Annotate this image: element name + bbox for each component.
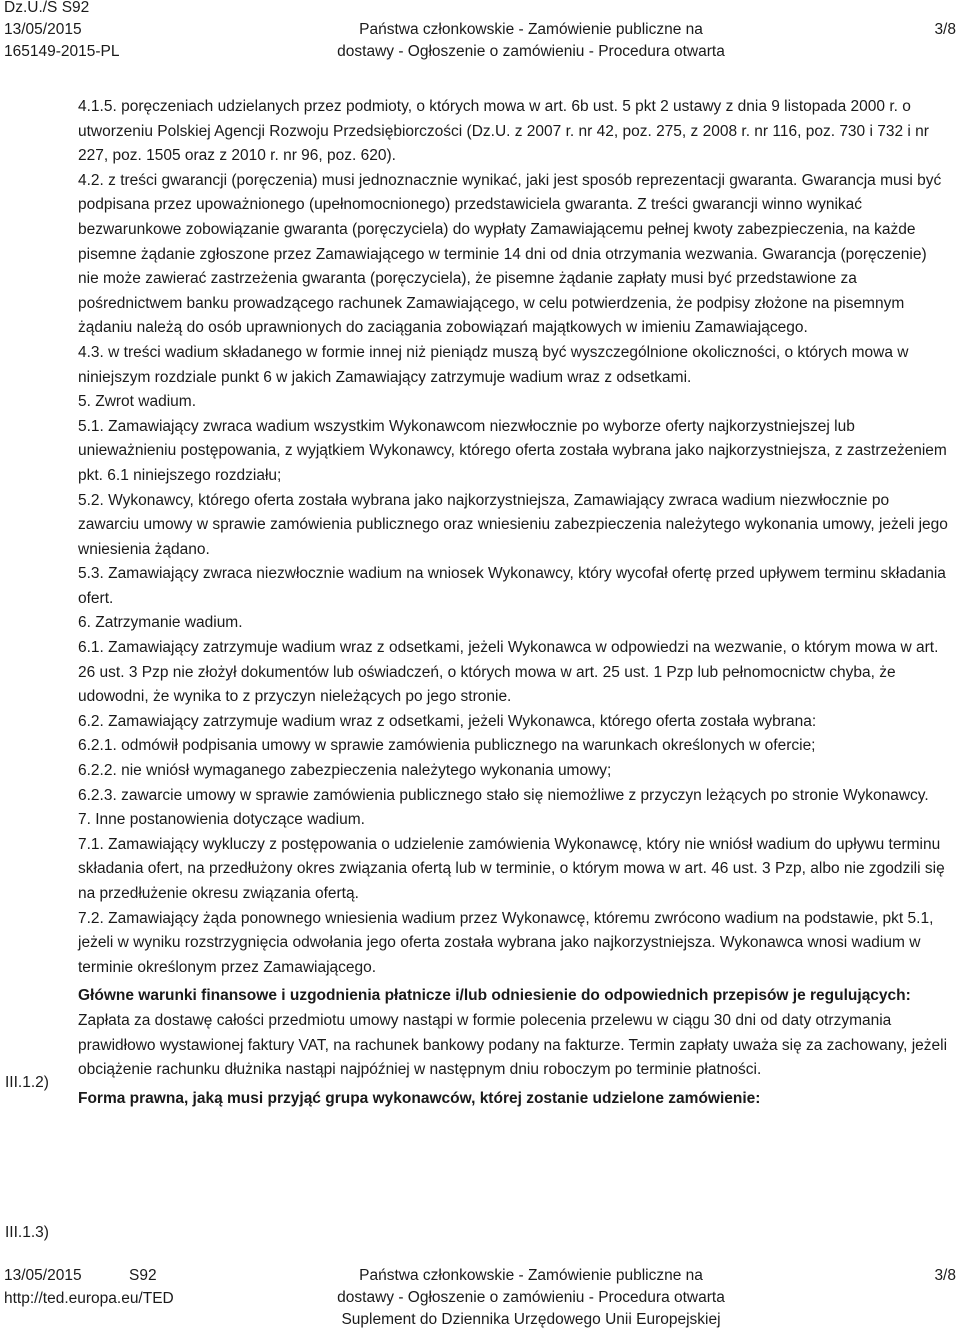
body-paragraph: 6.2.3. zawarcie umowy w sprawie zamówienia publicznego stało się niemożliwe z przyczyn leżących po stronie Wykonawcy. [78, 786, 929, 804]
body-paragraph: 5.1. Zamawiający zwraca wadium wszystkim Wykonawcom niezwłocznie po wyborze oferty najkorzystniejszej lub unieważnieniu postępowania, z wyjątkiem Wykonawcy, którego oferta została wybrana jako najkorzystniejsza, z zastrzeżeniem pkt. 6.1 niniejszego rozdziału; [78, 417, 947, 484]
section-label-iii-1-3: III.1.3) [5, 1224, 49, 1241]
body-paragraph: 6.2.1. odmówił podpisania umowy w sprawie zamówienia publicznego na warunkach określonych w ofercie; [78, 737, 816, 755]
footer-date: 13/05/2015 [4, 1267, 82, 1284]
body-paragraph: 5.2. Wykonawcy, którego oferta została wybrana jako najkorzystniejsza, Zamawiający zwraca wadium niezwłocznie po zawarciu umowy w sprawie zamówienia publicznego oraz wniesieniu zabezpieczenia należytego wykonania umowy, jeżeli jego wniesienia żądano. [78, 491, 948, 558]
footer-supplement: Suplement do Dziennika Urzędowego Unii Europejskiej [341, 1311, 721, 1328]
body-paragraph: 6.2.2. nie wniósł wymaganego zabezpieczenia należytego wykonania umowy; [78, 762, 612, 780]
body-paragraph: 5. Zwrot wadium. [78, 393, 197, 411]
body-paragraph: 6.1. Zamawiający zatrzymuje wadium wraz z odsetkami, jeżeli Wykonawca w odpowiedzi na wezwanie, o którym mowa w art. 26 ust. 3 Pzp nie złożył dokumentów lub oświadczeń, o których mowa w art. 25 ust. 1 Pzp lub pełnomocnictw chyba, że udowodni, że wynika to z przyczyn nieleżących po jego stronie. [78, 639, 939, 706]
footer-url[interactable]: http://ted.europa.eu/TED [4, 1290, 174, 1307]
section-iii-1-2-text: Zapłata za dostawę całości przedmiotu umowy nastąpi w formie polecenia przelewu w ciągu 30 dni od daty otrzymania prawidłowo wystawionej faktury VAT, na rachunek bankowy podany na fakturze. Termin zapłaty uważa się za zachowany, jeżeli obciążenie rachunku dłużnika nastąpi najpóźniej w następnym dniu roboczym po terminie płatności. [78, 1011, 948, 1079]
header-date: 13/05/2015 [4, 21, 82, 38]
header-notice-number: 165149-2015-PL [4, 43, 120, 60]
header-title-line-1: Państwa członkowskie - Zamówienie publiczne na [359, 21, 703, 38]
header-title-line-2: dostawy - Ogłoszenie o zamówieniu - Procedura otwarta [337, 43, 725, 60]
body-paragraph: 6. Zatrzymanie wadium. [78, 614, 243, 632]
footer-center [308, 1265, 754, 1331]
body-paragraph: 4.2. z treści gwarancji (poręczenia) musi jednoznacznie wynikać, jaki jest sposób reprezentacji gwaranta. Gwarancja musi być podpisana przez upoważnionego (upełnomocnionego) przedstawiciela gwaranta. Z treści gwarancji winno wynikać bezwarunkowe zobowiązanie gwaranta (poręczyciela) do wypłaty Zamawiającemu pełnej kwoty zabezpieczenia, na każde pisemne żądanie zgłoszone przez Zamawiającego w terminie 14 dni od dnia otrzymania wezwania. Gwarancja (poręczenie) nie może zawierać zastrzeżenia gwaranta (poręczyciela), że pisemne żądanie zapłaty musi być przedstawione za pośrednictwem banku prowadzącego rachunek Zamawiającego, w celu potwierdzenia, że podpisy złożone na pisemnym żądaniu należą do osób uprawnionych do zaciągania zobowiązań majątkowych w imieniu Zamawiającego. [78, 171, 942, 337]
header-center [308, 19, 754, 63]
body-paragraph: 6.2. Zamawiający zatrzymuje wadium wraz z odsetkami, jeżeli Wykonawca, którego oferta została wybrana: [78, 712, 817, 730]
section-iii-1-3 [78, 1087, 948, 1112]
body-paragraph: 4.3. w treści wadium składanego w formie innej niż pieniądz muszą być wyszczególnione okoliczności, o których mowa w niniejszym rozdziale punkt 6 w jakich Zamawiający zatrzymuje wadium wraz z odsetkami. [78, 343, 909, 386]
footer-title-line-2: dostawy - Ogłoszenie o zamówieniu - Procedura otwarta [337, 1289, 725, 1306]
section-iii-1-2 [78, 984, 948, 1082]
body-paragraph: 5.3. Zamawiający zwraca niezwłocznie wadium na wniosek Wykonawcy, który wycofał ofertę przed upływem terminu składania ofert. [78, 565, 946, 607]
body-paragraph: 4.1.5. poręczeniach udzielanych przez podmioty, o których mowa w art. 6b ust. 5 pkt 2 ustawy z dnia 9 listopada 2000 r. o utworzeniu Polskiej Agencji Rozwoju Przedsiębiorczości (Dz.U. z 2007 r. nr 42, poz. 275, z 2008 r. nr 116, poz. 730 i 732 i nr 227, poz. 1505 oraz z 2010 r. nr 96, poz. 620). [78, 98, 929, 165]
body-paragraph: 7.2. Zamawiający żąda ponownego wniesienia wadium przez Wykonawcę, któremu zwrócono wadium na podstawie, pkt 5.1, jeżeli w wyniku rozstrzygnięcia odwołania jego oferta została wybrana jako najkorzystniejsza. Wykonawca wnosi wadium w terminie określonym przez Zamawiającego. [78, 909, 934, 976]
header-page-number: 3/8 [934, 21, 956, 38]
footer-series: S92 [129, 1267, 157, 1284]
main-content [78, 95, 948, 1111]
header-journal-ref: Dz.U./S S92 [4, 0, 90, 16]
section-iii-1-2-title: Główne warunki finansowe i uzgodnienia płatnicze i/lub odniesienie do odpowiednich przepisów je regulujących: [78, 987, 911, 1005]
body-paragraph: 7. Inne postanowienia dotyczące wadium. [78, 811, 365, 829]
section-label-iii-1-2: III.1.2) [5, 1074, 49, 1091]
body-paragraph: 7.1. Zamawiający wykluczy z postępowania o udzielenie zamówienia Wykonawcę, który nie wniósł wadium do upływu terminu składania ofert, na przedłużony okres związania ofertą lub w terminie, o którym mowa w art. 46 ust. 3 Pzp, albo nie zgodzili się na przedłużenie okresu związania ofertą. [78, 835, 945, 902]
header-left [4, 0, 120, 63]
section-iii-1-3-title: Forma prawna, jaką musi przyjąć grupa wykonawców, której zostanie udzielone zamówienie: [78, 1089, 761, 1107]
footer-title-line-1: Państwa członkowskie - Zamówienie publiczne na [359, 1267, 703, 1284]
footer-page-number: 3/8 [934, 1267, 956, 1284]
